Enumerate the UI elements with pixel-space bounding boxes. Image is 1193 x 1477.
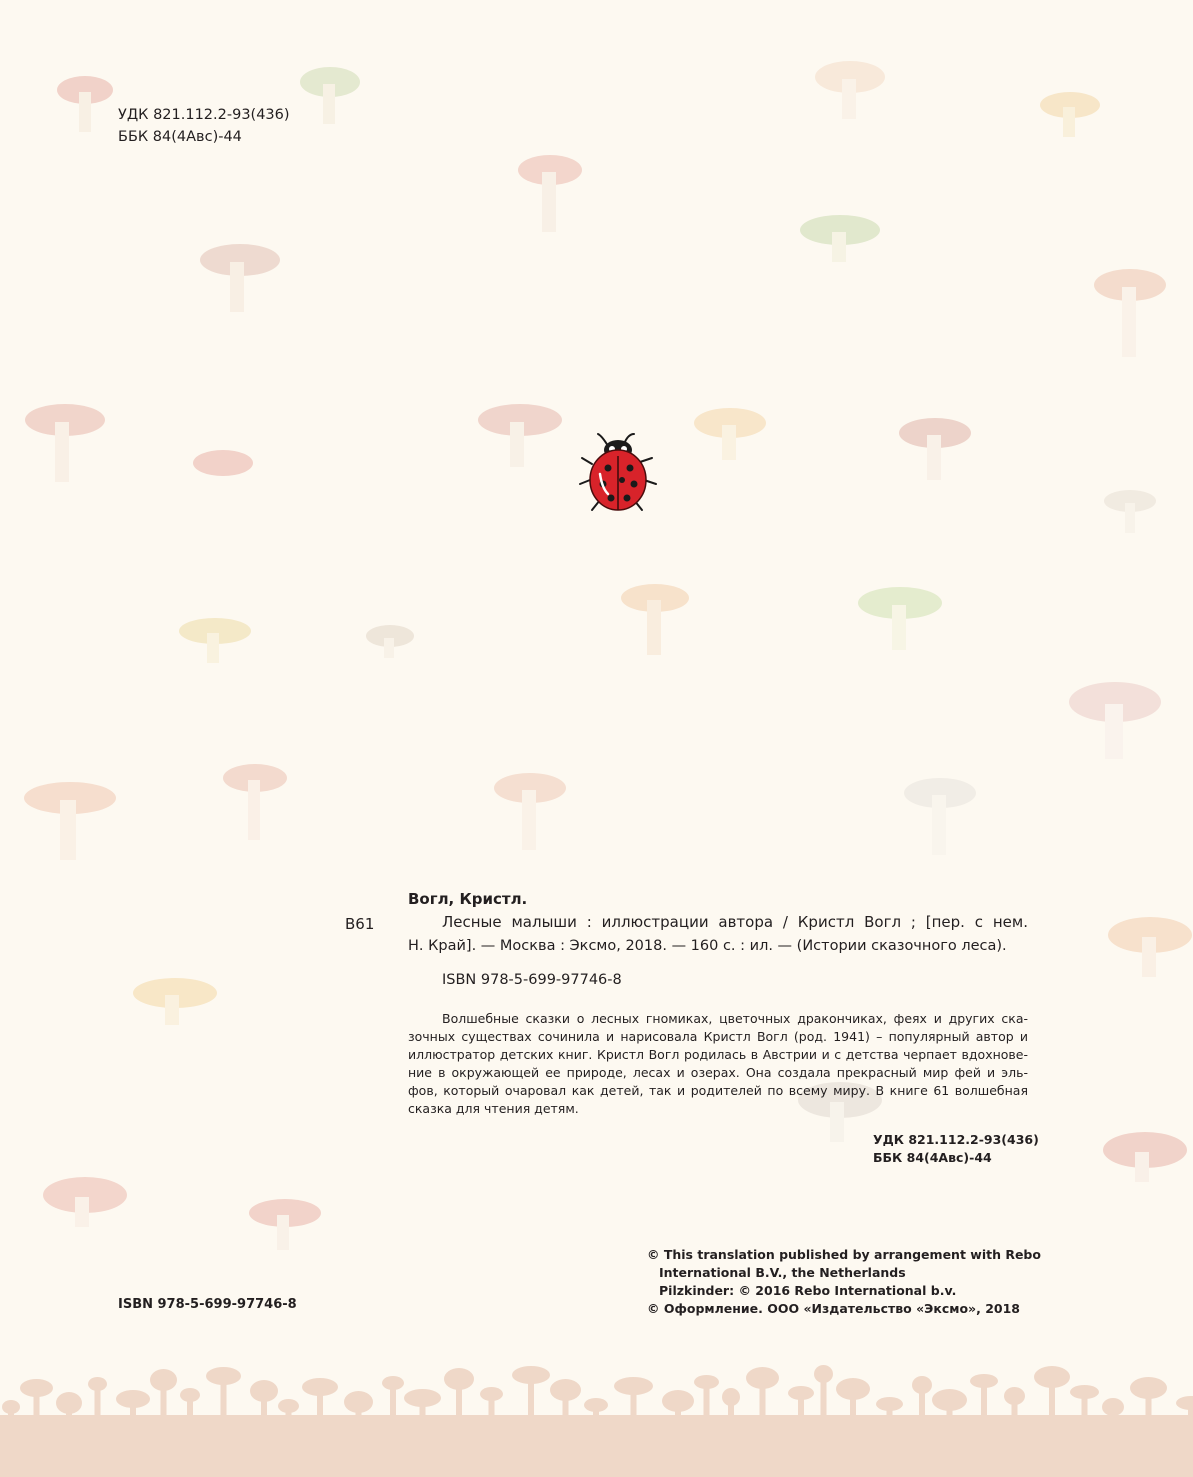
top-bbk-code: ББК 84(4Авс)-44	[118, 129, 242, 145]
catalog-author: Вогл, Кристл.	[408, 890, 528, 908]
catalog-bbk-code: ББК 84(4Авс)-44	[873, 1150, 992, 1165]
copyright-line-3: Pilzkinder: © 2016 Rebo International b.v.	[659, 1283, 957, 1298]
catalog-isbn: ISBN 978-5-699-97746-8	[442, 972, 622, 988]
copyright-line-4: © Оформление. ООО «Издательство «Эксмо», 2018	[647, 1301, 1020, 1316]
annotation-line: Волшебные сказки о лесных гномиках, цветочных дракончиках, феях и других ска-	[442, 1011, 1028, 1026]
annotation-line: сказка для чтения детям.	[408, 1101, 579, 1116]
catalog-classification-codes	[873, 1131, 1039, 1167]
catalog-udk-code: УДК 821.112.2-93(436)	[873, 1132, 1039, 1147]
catalog-line-1-text: Лесные малыши : иллюстрации автора / Кристл Вогл ; [пер. с нем.	[442, 913, 1028, 931]
catalog-annotation	[408, 1010, 1028, 1118]
annotation-line: фов, который очаровал как детей, так и родителей по всему миру. В книге 61 волшебная	[408, 1083, 1028, 1098]
top-classification-codes	[118, 104, 290, 148]
annotation-line: зочных существах сочинила и нарисовала Кристл Вогл (род. 1941) – популярный автор и	[408, 1029, 1028, 1044]
copyright-line-1: © This translation published by arrangement with Rebo	[647, 1247, 1041, 1262]
catalog-title-line-2: Н. Край]. — Москва : Эксмо, 2018. — 160 с. : ил. — (Истории сказочного леса).	[408, 938, 1007, 954]
top-udk-code: УДК 821.112.2-93(436)	[118, 107, 290, 123]
bottom-isbn: ISBN 978-5-699-97746-8	[118, 1297, 297, 1312]
annotation-line: ние в окружающей ее природе, лесах и озерах. Она создала прекрасный мир фей и эль-	[408, 1065, 1028, 1080]
mushroom-border-icon	[0, 1345, 1193, 1477]
copyright-notice	[647, 1246, 1041, 1318]
annotation-line: иллюстратор детских книг. Кристл Вогл родилась в Австрии и с детства черпает вдохнове-	[408, 1047, 1028, 1062]
catalog-title-line-1	[408, 910, 1028, 934]
catalog-classmark: В61	[345, 915, 375, 933]
ladybug-icon	[578, 428, 658, 518]
copyright-line-2: International B.V., the Netherlands	[659, 1265, 906, 1280]
